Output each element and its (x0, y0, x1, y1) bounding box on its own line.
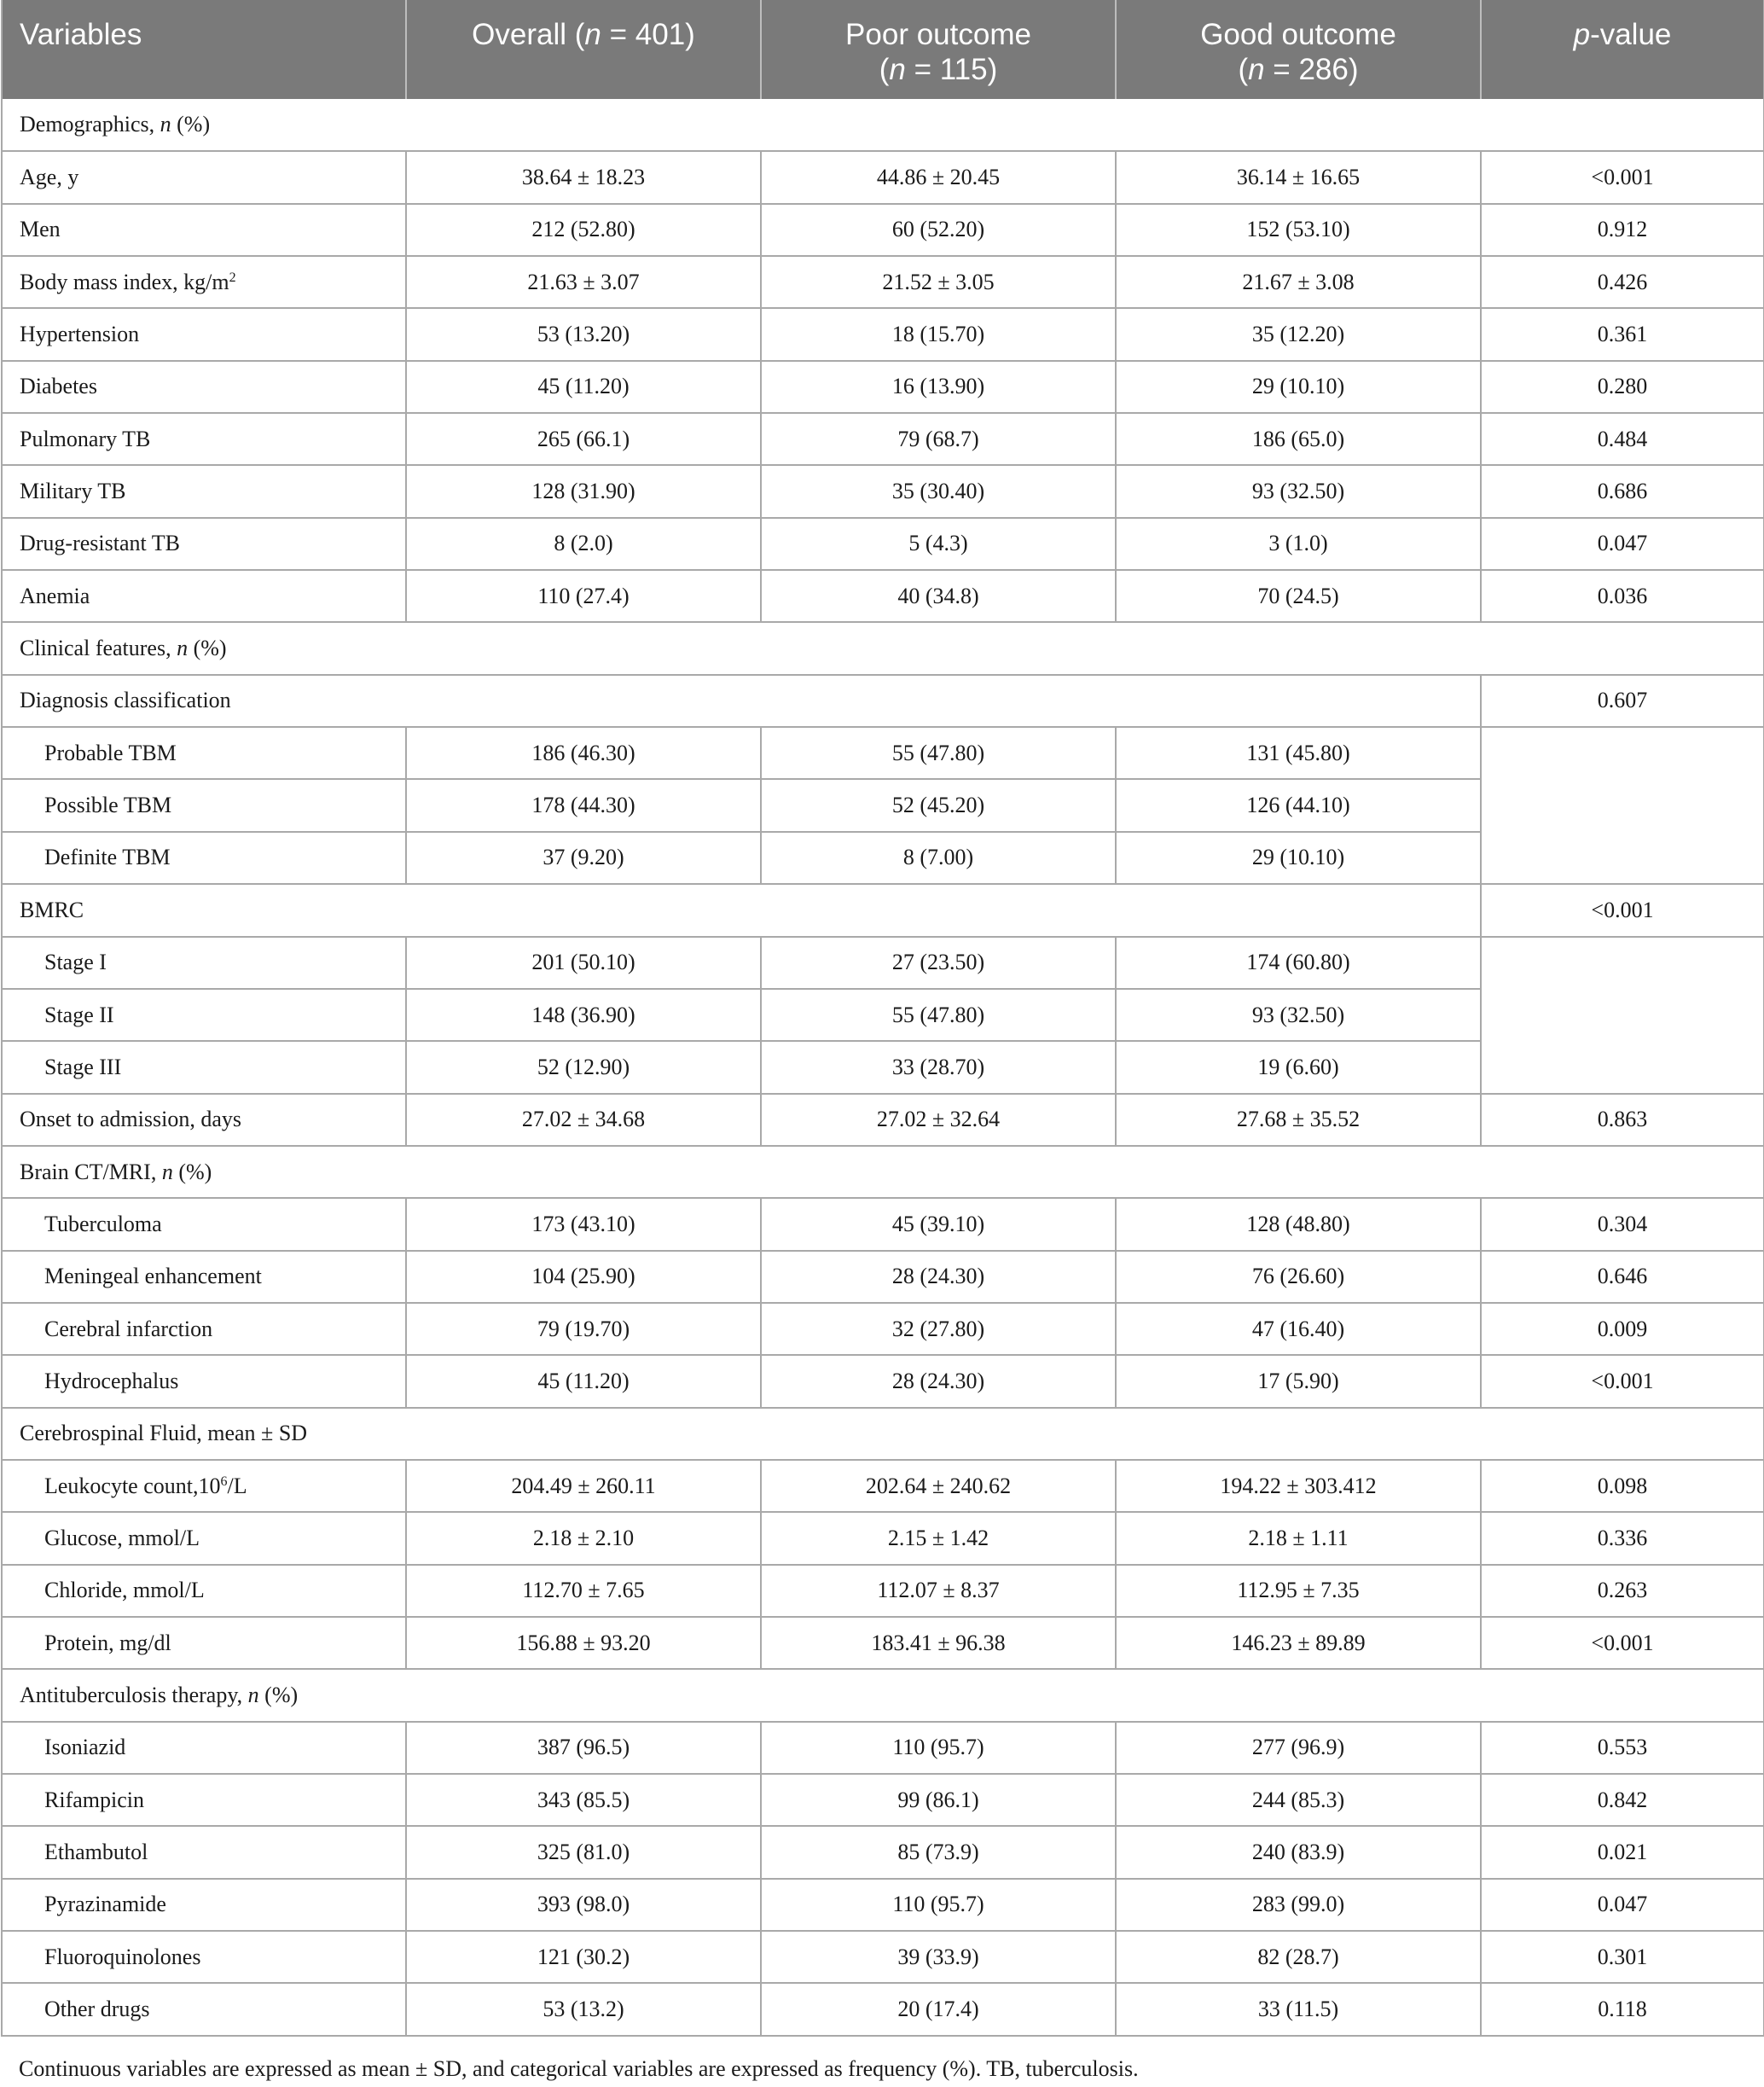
cell-poor: 33 (28.70) (761, 1041, 1116, 1093)
cell-good: 283 (99.0) (1116, 1879, 1481, 1931)
cell-overall: 325 (81.0) (406, 1826, 761, 1878)
cell-poor: 35 (30.40) (761, 465, 1116, 517)
cell-good: 19 (6.60) (1116, 1041, 1481, 1093)
table-row (2, 1355, 1764, 1407)
cell-poor: 18 (15.70) (761, 308, 1116, 360)
cell-good: 27.68 ± 35.52 (1116, 1094, 1481, 1146)
cell-good: 76 (26.60) (1116, 1251, 1481, 1303)
cell-poor: 5 (4.3) (761, 518, 1116, 570)
row-label: Isoniazid (2, 1722, 406, 1774)
cell-good: 128 (48.80) (1116, 1198, 1481, 1250)
cell-overall: 52 (12.90) (406, 1041, 761, 1093)
cell-overall: 27.02 ± 34.68 (406, 1094, 761, 1146)
cell-good: 240 (83.9) (1116, 1826, 1481, 1878)
cell-overall: 156.88 ± 93.20 (406, 1617, 761, 1669)
cell-p-value: <0.001 (1481, 151, 1764, 203)
cell-p-value: 0.301 (1481, 1931, 1764, 1983)
row-label: Drug-resistant TB (2, 518, 406, 570)
cell-p-value-empty (1481, 727, 1764, 884)
cell-overall: 265 (66.1) (406, 413, 761, 465)
header-variables: Variables (2, 0, 406, 99)
cell-good: 194.22 ± 303.412 (1116, 1460, 1481, 1512)
cell-overall: 387 (96.5) (406, 1722, 761, 1774)
cell-p-value: 0.426 (1481, 256, 1764, 308)
cell-overall: 110 (27.4) (406, 570, 761, 622)
row-label: Rifampicin (2, 1774, 406, 1826)
cell-p-value: 0.863 (1481, 1094, 1764, 1146)
cell-poor: 21.52 ± 3.05 (761, 256, 1116, 308)
header-p-value: p-value (1481, 0, 1764, 99)
row-label: Anemia (2, 570, 406, 622)
table-row (2, 465, 1764, 517)
section-row-clinical (2, 622, 1764, 674)
cell-poor: 27 (23.50) (761, 937, 1116, 989)
table-row (2, 518, 1764, 570)
cell-good: 2.18 ± 1.11 (1116, 1512, 1481, 1564)
row-label: Military TB (2, 465, 406, 517)
cell-poor: 99 (86.1) (761, 1774, 1116, 1826)
section-label: Clinical features, n (%) (2, 622, 1764, 674)
table-row (2, 675, 1764, 727)
table-row (2, 1303, 1764, 1355)
cell-poor: 85 (73.9) (761, 1826, 1116, 1878)
cell-good: 174 (60.80) (1116, 937, 1481, 989)
cell-poor: 79 (68.7) (761, 413, 1116, 465)
section-label: Cerebrospinal Fluid, mean ± SD (2, 1408, 1764, 1460)
cell-overall: 53 (13.2) (406, 1983, 761, 2035)
cell-poor: 28 (24.30) (761, 1355, 1116, 1407)
cell-p-value: 0.098 (1481, 1460, 1764, 1512)
cell-p-value: 0.263 (1481, 1565, 1764, 1617)
row-label: Hydrocephalus (2, 1355, 406, 1407)
row-label: Ethambutol (2, 1826, 406, 1878)
row-label: Other drugs (2, 1983, 406, 2035)
cell-p-value-empty (1481, 937, 1764, 1094)
row-label: Possible TBM (2, 779, 406, 831)
cell-good: 152 (53.10) (1116, 204, 1481, 256)
cell-poor: 110 (95.7) (761, 1722, 1116, 1774)
cell-poor: 40 (34.8) (761, 570, 1116, 622)
row-label: Stage I (2, 937, 406, 989)
table-row (2, 937, 1764, 989)
row-label: Definite TBM (2, 832, 406, 884)
table-row (2, 1774, 1764, 1826)
cell-overall: 38.64 ± 18.23 (406, 151, 761, 203)
table-row (2, 1512, 1764, 1564)
cell-poor: 2.15 ± 1.42 (761, 1512, 1116, 1564)
cell-overall: 112.70 ± 7.65 (406, 1565, 761, 1617)
row-label: Diabetes (2, 361, 406, 413)
cell-p-value: 0.009 (1481, 1303, 1764, 1355)
table-row (2, 151, 1764, 203)
table-header (2, 0, 1764, 99)
table-container (1, 0, 1763, 2037)
row-label: Fluoroquinolones (2, 1931, 406, 1983)
table-row (2, 204, 1764, 256)
section-label: Demographics, n (%) (2, 99, 1764, 151)
cell-overall: 8 (2.0) (406, 518, 761, 570)
cell-good: 82 (28.7) (1116, 1931, 1481, 1983)
cell-good: 146.23 ± 89.89 (1116, 1617, 1481, 1669)
table-footnote: Continuous variables are expressed as mean ± SD, and categorical variables are expressed as frequency (%). TB, tuberculosis. (19, 2056, 1139, 2081)
cell-overall: 79 (19.70) (406, 1303, 761, 1355)
cell-p-value: <0.001 (1481, 884, 1764, 936)
row-label: Chloride, mmol/L (2, 1565, 406, 1617)
section-row-demographics (2, 99, 1764, 151)
section-row-antituberculosis (2, 1669, 1764, 1721)
cell-overall: 201 (50.10) (406, 937, 761, 989)
cell-overall: 186 (46.30) (406, 727, 761, 779)
cell-poor: 52 (45.20) (761, 779, 1116, 831)
cell-overall: 53 (13.20) (406, 308, 761, 360)
table-row (2, 1198, 1764, 1250)
cell-poor: 202.64 ± 240.62 (761, 1460, 1116, 1512)
cell-overall: 21.63 ± 3.07 (406, 256, 761, 308)
cell-overall: 393 (98.0) (406, 1879, 761, 1931)
section-label: Brain CT/MRI, n (%) (2, 1146, 1764, 1198)
cell-good: 17 (5.90) (1116, 1355, 1481, 1407)
cell-good: 36.14 ± 16.65 (1116, 151, 1481, 203)
table-row (2, 1879, 1764, 1931)
cell-good: 112.95 ± 7.35 (1116, 1565, 1481, 1617)
cell-overall: 178 (44.30) (406, 779, 761, 831)
cell-good: 29 (10.10) (1116, 832, 1481, 884)
cell-poor: 27.02 ± 32.64 (761, 1094, 1116, 1146)
row-label: Age, y (2, 151, 406, 203)
row-label: Pulmonary TB (2, 413, 406, 465)
cell-good: 93 (32.50) (1116, 465, 1481, 517)
table-row (2, 1617, 1764, 1669)
section-row-csf (2, 1408, 1764, 1460)
cell-poor: 32 (27.80) (761, 1303, 1116, 1355)
cell-overall: 128 (31.90) (406, 465, 761, 517)
cell-p-value: 0.118 (1481, 1983, 1764, 2035)
cell-p-value: 0.607 (1481, 675, 1764, 727)
cell-overall: 45 (11.20) (406, 1355, 761, 1407)
table-row (2, 361, 1764, 413)
cell-poor: 39 (33.9) (761, 1931, 1116, 1983)
cell-poor: 8 (7.00) (761, 832, 1116, 884)
cell-poor: 16 (13.90) (761, 361, 1116, 413)
cell-overall: 45 (11.20) (406, 361, 761, 413)
cell-poor: 55 (47.80) (761, 727, 1116, 779)
cell-p-value: 0.036 (1481, 570, 1764, 622)
table-row (2, 1094, 1764, 1146)
cell-overall: 173 (43.10) (406, 1198, 761, 1250)
table-row (2, 727, 1764, 779)
table-row (2, 570, 1764, 622)
cell-poor: 110 (95.7) (761, 1879, 1116, 1931)
cell-p-value: 0.021 (1481, 1826, 1764, 1878)
cell-good: 29 (10.10) (1116, 361, 1481, 413)
row-label: Hypertension (2, 308, 406, 360)
cell-p-value: 0.842 (1481, 1774, 1764, 1826)
table-row (2, 1565, 1764, 1617)
cell-overall: 37 (9.20) (406, 832, 761, 884)
table-row (2, 1460, 1764, 1512)
row-label: Pyrazinamide (2, 1879, 406, 1931)
header-good-outcome: Good outcome (n = 286) (1116, 0, 1481, 99)
row-label: Stage III (2, 1041, 406, 1093)
cell-poor: 112.07 ± 8.37 (761, 1565, 1116, 1617)
cell-overall: 104 (25.90) (406, 1251, 761, 1303)
table-row (2, 413, 1764, 465)
header-poor-outcome: Poor outcome (n = 115) (761, 0, 1116, 99)
table-row (2, 1722, 1764, 1774)
cell-overall: 148 (36.90) (406, 989, 761, 1041)
table-row (2, 256, 1764, 308)
row-label: Leukocyte $count,10^6/L$ (2, 1460, 406, 1512)
table-row (2, 1826, 1764, 1878)
baseline-characteristics-table (1, 0, 1764, 2037)
table-row (2, 1931, 1764, 1983)
row-label: Diagnosis classification (2, 675, 1481, 727)
cell-good: 186 (65.0) (1116, 413, 1481, 465)
row-label: Stage II (2, 989, 406, 1041)
cell-overall: 2.18 ± 2.10 (406, 1512, 761, 1564)
cell-p-value: 0.336 (1481, 1512, 1764, 1564)
table-row (2, 1251, 1764, 1303)
row-label: Body mass index, $kg/m^2$ (2, 256, 406, 308)
row-label: Probable TBM (2, 727, 406, 779)
row-label: Protein, mg/dl (2, 1617, 406, 1669)
cell-good: 21.67 ± 3.08 (1116, 256, 1481, 308)
cell-good: 33 (11.5) (1116, 1983, 1481, 2035)
cell-good: 47 (16.40) (1116, 1303, 1481, 1355)
row-label: Men (2, 204, 406, 256)
header-overall: Overall (n = 401) (406, 0, 761, 99)
cell-good: 126 (44.10) (1116, 779, 1481, 831)
cell-poor: 60 (52.20) (761, 204, 1116, 256)
table-row (2, 884, 1764, 936)
cell-good: 277 (96.9) (1116, 1722, 1481, 1774)
table-body (2, 99, 1764, 2036)
cell-poor: 44.86 ± 20.45 (761, 151, 1116, 203)
cell-overall: 204.49 ± 260.11 (406, 1460, 761, 1512)
cell-good: 35 (12.20) (1116, 308, 1481, 360)
row-label: BMRC (2, 884, 1481, 936)
cell-good: 244 (85.3) (1116, 1774, 1481, 1826)
cell-p-value: 0.047 (1481, 1879, 1764, 1931)
cell-p-value: <0.001 (1481, 1355, 1764, 1407)
cell-p-value: 0.912 (1481, 204, 1764, 256)
cell-good: 131 (45.80) (1116, 727, 1481, 779)
cell-p-value: 0.047 (1481, 518, 1764, 570)
table-row (2, 308, 1764, 360)
cell-p-value: 0.553 (1481, 1722, 1764, 1774)
cell-p-value: <0.001 (1481, 1617, 1764, 1669)
cell-good: 93 (32.50) (1116, 989, 1481, 1041)
row-label: Cerebral infarction (2, 1303, 406, 1355)
row-label: Onset to admission, days (2, 1094, 406, 1146)
cell-overall: 343 (85.5) (406, 1774, 761, 1826)
cell-poor: 20 (17.4) (761, 1983, 1116, 2035)
section-row-brain-imaging (2, 1146, 1764, 1198)
cell-poor: 183.41 ± 96.38 (761, 1617, 1116, 1669)
cell-overall: 212 (52.80) (406, 204, 761, 256)
cell-poor: 45 (39.10) (761, 1198, 1116, 1250)
cell-poor: 28 (24.30) (761, 1251, 1116, 1303)
row-label: Tuberculoma (2, 1198, 406, 1250)
row-label: Meningeal enhancement (2, 1251, 406, 1303)
section-label: Antituberculosis therapy, n (%) (2, 1669, 1764, 1721)
header-row (2, 0, 1764, 99)
table-row (2, 1983, 1764, 2035)
cell-p-value: 0.646 (1481, 1251, 1764, 1303)
cell-p-value: 0.686 (1481, 465, 1764, 517)
cell-good: 70 (24.5) (1116, 570, 1481, 622)
cell-overall: 121 (30.2) (406, 1931, 761, 1983)
cell-good: 3 (1.0) (1116, 518, 1481, 570)
cell-p-value: 0.280 (1481, 361, 1764, 413)
cell-p-value: 0.484 (1481, 413, 1764, 465)
cell-p-value: 0.304 (1481, 1198, 1764, 1250)
cell-poor: 55 (47.80) (761, 989, 1116, 1041)
row-label: Glucose, mmol/L (2, 1512, 406, 1564)
cell-p-value: 0.361 (1481, 308, 1764, 360)
